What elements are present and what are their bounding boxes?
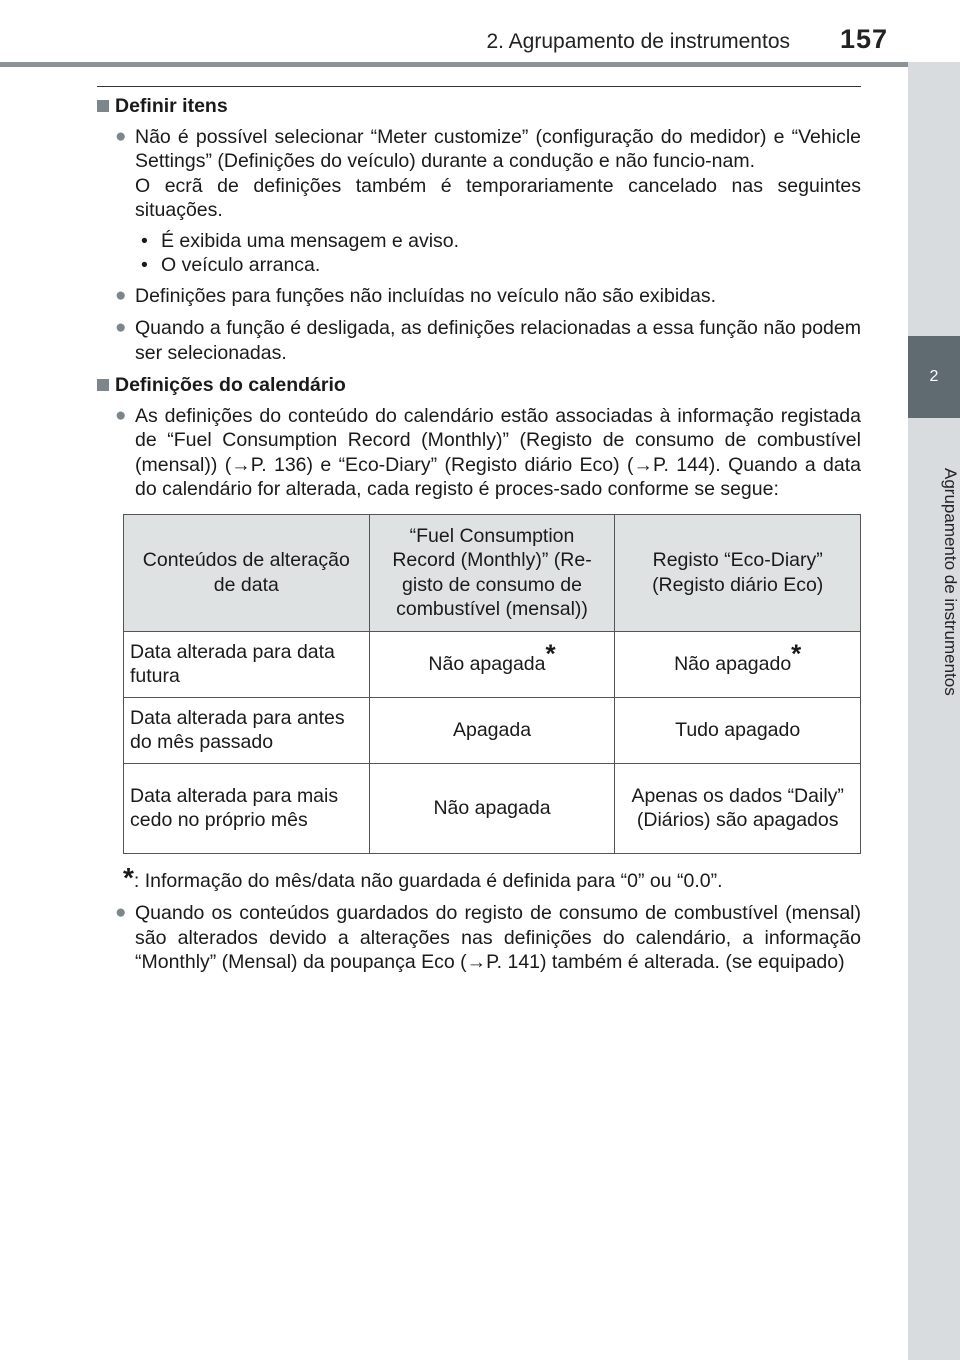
table-cell: Apenas os dados “Daily” (Diários) são apagados (615, 763, 861, 853)
table-cell: Não apagada (369, 763, 615, 853)
content-rule (97, 86, 861, 87)
table-cell: Data alterada para antes do mês passado (124, 697, 370, 763)
table-cell: Tudo apagado (615, 697, 861, 763)
sub-list (135, 229, 861, 278)
list-item: ● As definições do conteúdo do calendário estão associadas à informação registada de “Fuel Consumption Record (Monthly)” (Registo de consumo de combustível (mensal)) (→P. 136) e “Eco-Diary” (Registo diário Eco) (→P. 144). Quando a data do calendário for alterada, cada registo é proces-sado conforme se segue: (115, 404, 861, 500)
list-item: ● Quando a função é desligada, as definições relacionadas a essa função não podem ser selecionadas. (115, 317, 861, 364)
calendar-table (123, 514, 861, 854)
section-heading-calendario: Definições do calendário (97, 373, 861, 398)
sub-list-item: • O veículo arranca. (141, 254, 321, 276)
table-cell: Não apagado* (615, 631, 861, 697)
square-bullet-icon (97, 100, 109, 112)
table-cell: Data alterada para data futura (124, 631, 370, 697)
circle-bullet-icon: ● (115, 404, 127, 426)
asterisk-mark: * (545, 638, 556, 669)
header-rule (0, 62, 960, 67)
list-item: ● Não é possível selecionar “Meter customize” (configuração do medidor) e “Vehicle Settings” (Definições do veículo) durante a condução e não funcio-nam. O ecrã de definições também é temporariamente cancelado nas seguintes situações. (115, 125, 861, 221)
sub-list-item: • É exibida uma mensagem e aviso. (141, 229, 460, 252)
table-footnote: *: Informação do mês/data não guardada é definida para “0” ou “0.0”. (123, 861, 723, 893)
circle-bullet-icon: ● (115, 902, 127, 923)
page-content (97, 94, 861, 975)
circle-bullet-icon: ● (115, 317, 127, 338)
square-bullet-icon (97, 379, 109, 391)
side-tab-label: Agrupamento de instrumentos (941, 468, 960, 696)
table-header-cell: Registo “Eco-Diary” (Registo diário Eco) (615, 514, 861, 631)
table-header-cell: “Fuel Consumption Record (Monthly)” (Re-gisto de consumo de combustível (mensal)) (369, 514, 615, 631)
table-cell: Não apagada* (369, 631, 615, 697)
side-tab-number: 2 (908, 336, 960, 418)
page-number: 157 (839, 24, 888, 54)
table-row (124, 631, 861, 697)
table-row (124, 763, 861, 853)
circle-bullet-icon: ● (115, 284, 127, 306)
section-heading-definir-itens: Definir itens (97, 94, 861, 119)
table-cell: Apagada (369, 697, 615, 763)
list-item: ● Quando os conteúdos guardados do registo de consumo de combustível (mensal) são alterados devido a alterações nas definições do calendário, a informação “Monthly” (Mensal) da poupança Eco (→P. 141) também é alterada. (se equipado) (115, 902, 861, 973)
header-section-title: 2. Agrupamento de instrumentos (486, 30, 790, 53)
list-item: ● Definições para funções não incluídas no veículo não são exibidas. (115, 284, 717, 307)
circle-bullet-icon: ● (115, 125, 127, 147)
table-row (124, 697, 861, 763)
table-header-row (124, 514, 861, 631)
table-cell: Data alterada para mais cedo no próprio mês (124, 763, 370, 853)
asterisk-mark: * (791, 638, 802, 669)
table-header-cell: Conteúdos de alteração de data (124, 514, 370, 631)
